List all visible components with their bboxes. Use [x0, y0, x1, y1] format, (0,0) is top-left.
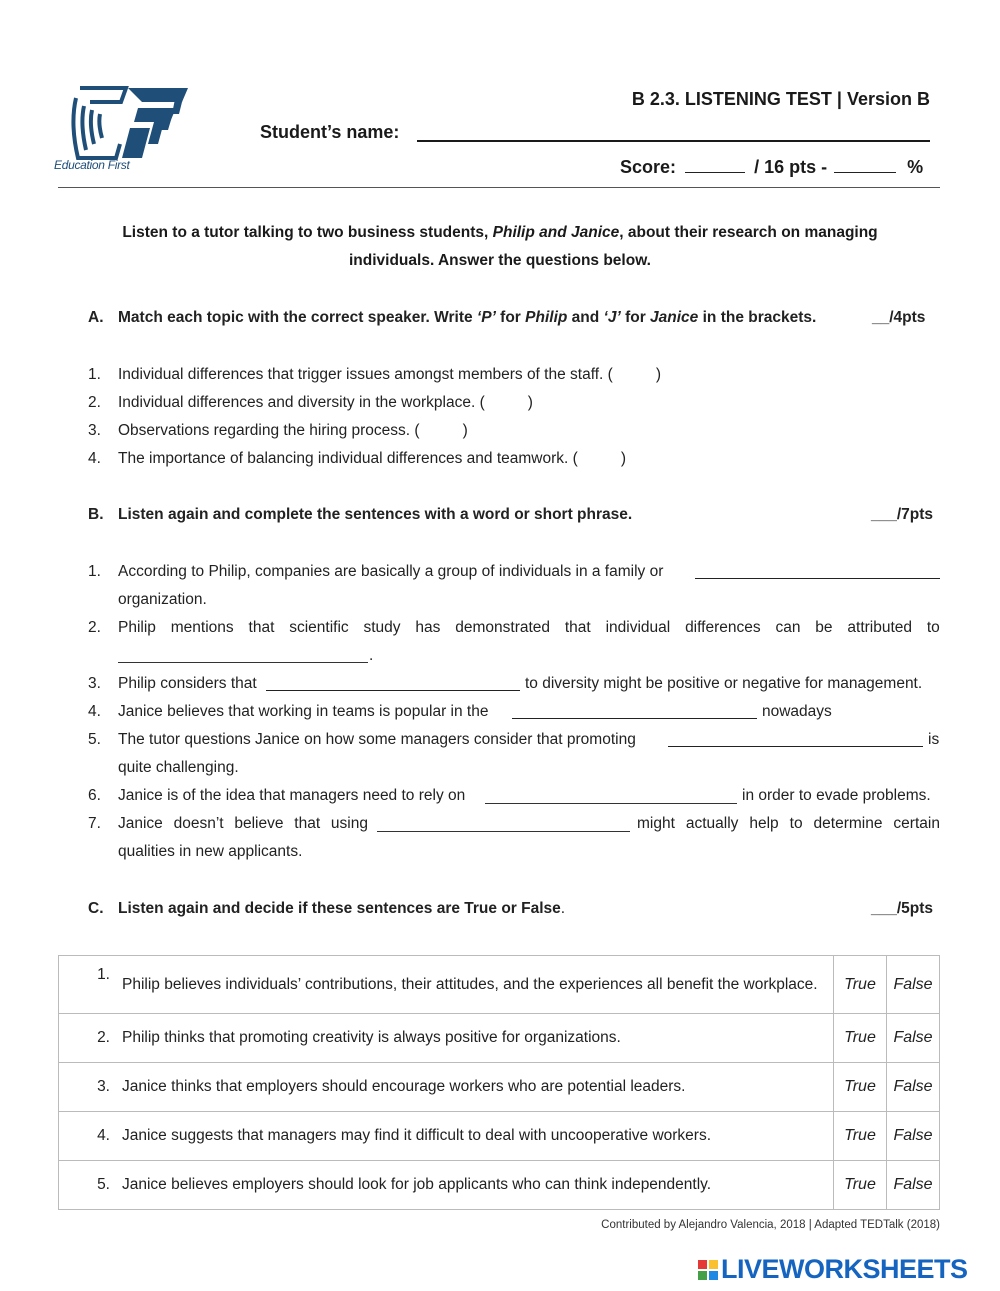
- b2-answer-blank[interactable]: [118, 662, 368, 663]
- b3-answer-blank[interactable]: [266, 690, 520, 691]
- true-option[interactable]: True: [834, 1014, 887, 1063]
- b7-text-line2: qualities in new applicants.: [118, 843, 303, 860]
- b4-answer-blank[interactable]: [512, 718, 757, 719]
- section-b-title: Listen again and complete the sentences with a word or short phrase.: [118, 506, 633, 523]
- b1-text-cont: organization.: [118, 591, 207, 608]
- false-option[interactable]: False: [887, 1161, 940, 1210]
- list-item-number: 3.: [88, 422, 101, 439]
- section-a-title: Match each topic with the correct speaker. Write ‘P’ for Philip and ‘J’ for Janice in the brackets.: [118, 309, 817, 326]
- b6-answer-blank[interactable]: [485, 803, 737, 804]
- b4-text-cont: nowadays: [762, 703, 832, 720]
- b5-text: The tutor questions Janice on how some managers consider that promoting: [118, 731, 636, 748]
- section-a-points: __/4pts: [872, 309, 926, 326]
- list-item-number: 4.: [88, 703, 101, 720]
- test-title: B 2.3. LISTENING TEST | Version B: [631, 89, 930, 109]
- score-row: [620, 156, 923, 178]
- true-option[interactable]: True: [834, 1063, 887, 1112]
- row-number: 4.: [59, 1112, 123, 1161]
- percent-sign: %: [907, 157, 924, 177]
- list-item-number: 1.: [88, 366, 101, 383]
- list-item-number: 3.: [88, 675, 101, 692]
- true-option[interactable]: True: [834, 1112, 887, 1161]
- b1-text: According to Philip, companies are basically a group of individuals in a family or: [118, 563, 664, 580]
- section-a-letter: A.: [88, 309, 104, 326]
- b3-text: Philip considers that: [118, 675, 257, 692]
- false-option[interactable]: False: [887, 956, 940, 1014]
- instructions-names: Philip and Janice: [492, 224, 620, 241]
- list-item: Individual differences and diversity in the workplace. ( ): [118, 394, 533, 411]
- b5-answer-blank[interactable]: [668, 746, 923, 747]
- b5-text-cont: is: [928, 731, 940, 748]
- b5-text-line2: quite challenging.: [118, 759, 239, 776]
- b3-text-cont: to diversity might be positive or negative for management.: [525, 675, 923, 692]
- logo-tagline: Education First: [54, 158, 130, 172]
- row-number: 1.: [59, 956, 123, 1014]
- b6-text-cont: in order to evade problems.: [742, 787, 931, 804]
- b2-text: Philip mentions that scientific study has demonstrated that individual differences can be attributed to: [118, 619, 940, 636]
- false-option[interactable]: False: [887, 1014, 940, 1063]
- b7-answer-blank[interactable]: [377, 831, 630, 832]
- score-points-field[interactable]: [685, 156, 745, 173]
- header-divider: [58, 187, 940, 188]
- footer-credit: Contributed by Alejandro Valencia, 2018 | Adapted TEDTalk (2018): [601, 1219, 940, 1231]
- b7-text: Janice doesn’t believe that using: [118, 815, 368, 832]
- statement: Philip believes individuals’ contributions, their attitudes, and the experiences all benefit the workplace.: [122, 956, 834, 1014]
- b7-text-cont: might actually help to determine certain: [637, 815, 940, 832]
- score-percent-field[interactable]: [834, 156, 896, 173]
- table-row: [59, 1161, 940, 1210]
- list-item-number: 1.: [88, 563, 101, 580]
- instructions-text: Listen to a tutor talking to two business students,: [122, 224, 493, 241]
- list-item-number: 5.: [88, 731, 101, 748]
- liveworksheets-wordmark: LIVEWORKSHEETS: [721, 1254, 968, 1284]
- list-item-number: 2.: [88, 394, 101, 411]
- student-name-label: Student’s name:: [260, 122, 400, 142]
- table-row: [59, 1112, 940, 1161]
- b6-text: Janice is of the idea that managers need to rely on: [118, 787, 466, 804]
- statement: Janice believes employers should look for job applicants who can think independently.: [122, 1161, 834, 1210]
- statement: Janice thinks that employers should encourage workers who are potential leaders.: [122, 1063, 834, 1112]
- liveworksheets-logo-icon: [698, 1260, 718, 1280]
- section-b-points: ___/7pts: [871, 506, 934, 523]
- instructions-text: , about their research on managing: [619, 224, 878, 241]
- section-c-letter: C.: [88, 900, 104, 917]
- score-label: Score:: [620, 157, 677, 177]
- table-row: [59, 1063, 940, 1112]
- instructions-line-2: individuals. Answer the questions below.: [348, 252, 651, 269]
- b4-text: Janice believes that working in teams is popular in the: [118, 703, 489, 720]
- b1-answer-blank[interactable]: [695, 578, 940, 579]
- section-c-points: ___/5pts: [871, 900, 934, 917]
- true-option[interactable]: True: [834, 1161, 887, 1210]
- list-item-number: 4.: [88, 450, 101, 467]
- statement: Philip thinks that promoting creativity is always positive for organizations.: [122, 1014, 834, 1063]
- student-name-field[interactable]: [417, 140, 930, 142]
- true-option[interactable]: True: [834, 956, 887, 1014]
- section-c-title: Listen again and decide if these sentences are True or False.: [118, 900, 566, 917]
- statement: Janice suggests that managers may find it difficult to deal with uncooperative workers.: [122, 1112, 834, 1161]
- list-item-number: 2.: [88, 619, 101, 636]
- row-number: 3.: [59, 1063, 123, 1112]
- table-row: [59, 956, 940, 1014]
- list-item: Individual differences that trigger issues amongst members of the staff. ( ): [118, 366, 662, 383]
- score-total: / 16 pts -: [754, 157, 828, 177]
- row-number: 2.: [59, 1014, 123, 1063]
- ef-logo: [54, 84, 191, 174]
- table-row: [59, 1014, 940, 1063]
- list-item-number: 7.: [88, 815, 101, 832]
- row-number: 5.: [59, 1161, 123, 1210]
- section-b-letter: B.: [88, 506, 104, 523]
- list-item: The importance of balancing individual differences and teamwork. ( ): [118, 450, 627, 467]
- list-item-number: 6.: [88, 787, 101, 804]
- list-item: Observations regarding the hiring process. ( ): [118, 422, 468, 439]
- false-option[interactable]: False: [887, 1112, 940, 1161]
- b2-period: .: [369, 647, 374, 664]
- false-option[interactable]: False: [887, 1063, 940, 1112]
- instructions-line-1: [0, 224, 1000, 242]
- ef-logo-icon: [66, 84, 191, 162]
- true-false-table: [58, 955, 940, 1210]
- liveworksheets-brand: [698, 1254, 968, 1285]
